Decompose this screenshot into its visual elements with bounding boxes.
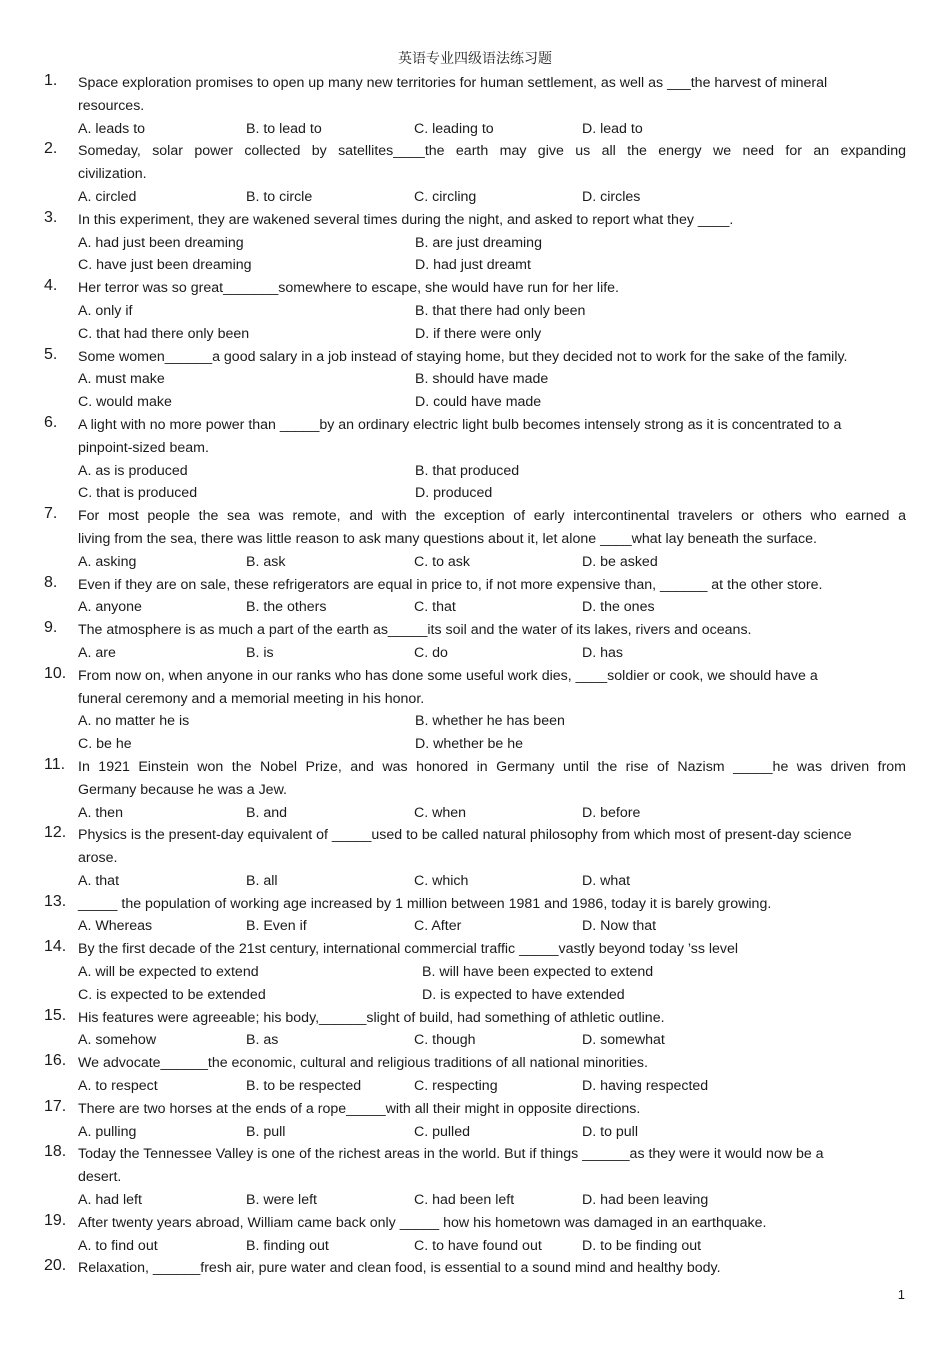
question-number: 10. xyxy=(44,664,67,682)
answer-options xyxy=(78,1029,950,1052)
question-text: In 1921 Einstein won the Nobel Prize, and was honored in Germany until the rise of Nazism _____he was driven from xyxy=(78,758,906,775)
answer-option: B. and xyxy=(246,804,288,821)
answer-option: C. respecting xyxy=(414,1078,498,1095)
answer-option: B. as xyxy=(246,1032,279,1049)
question-text: Germany because he was a Jew. xyxy=(78,781,287,798)
answer-option: B. were left xyxy=(246,1192,317,1209)
question-text: arose. xyxy=(78,850,118,867)
answer-option: D. is expected to have extended xyxy=(422,986,625,1003)
question-number: 19. xyxy=(44,1211,67,1229)
answer-options xyxy=(78,1235,950,1258)
answer-option: A. then xyxy=(78,804,123,821)
question-text: In this experiment, they are wakened several times during the night, and asked to report what they ____. xyxy=(78,211,734,228)
question-item xyxy=(0,209,950,277)
answer-option: A. only if xyxy=(78,302,133,319)
answer-option: B. to circle xyxy=(246,188,313,205)
question-text: pinpoint-sized beam. xyxy=(78,439,209,456)
answer-option: C. circling xyxy=(414,188,477,205)
question-item xyxy=(0,414,950,505)
question-number: 5. xyxy=(44,345,58,363)
question-item xyxy=(0,824,950,892)
question-item xyxy=(0,1143,950,1211)
answer-option: B. to lead to xyxy=(246,120,322,137)
question-item xyxy=(0,893,950,939)
answer-option: B. whether he has been xyxy=(415,713,565,730)
question-item xyxy=(0,619,950,665)
answer-option: C. to have found out xyxy=(414,1237,542,1254)
answer-options xyxy=(78,710,950,733)
question-item xyxy=(0,1098,950,1144)
answer-option: D. lead to xyxy=(582,120,643,137)
answer-options xyxy=(78,961,950,984)
question-text: desert. xyxy=(78,1169,122,1186)
question-number: 6. xyxy=(44,413,58,431)
answer-option: A. as is produced xyxy=(78,462,188,479)
question-text: Space exploration promises to open up many new territories for human settlement, as well as ___the harvest of mineral xyxy=(78,75,828,91)
answer-options xyxy=(78,1075,950,1098)
question-number: 16. xyxy=(44,1052,67,1070)
question-item xyxy=(0,1052,950,1098)
answer-option: D. whether be he xyxy=(415,736,524,753)
question-text: Her terror was so great_______somewhere to escape, she would have run for her life. xyxy=(78,280,619,297)
question-item xyxy=(0,938,950,1006)
question-number: 11. xyxy=(44,755,66,773)
answer-option: C. After xyxy=(414,918,462,935)
answer-option: C. when xyxy=(414,804,467,821)
answer-option: D. has xyxy=(582,644,624,661)
answer-option: C. leading to xyxy=(414,120,494,137)
answer-option: B. will have been expected to extend xyxy=(422,964,654,981)
question-text: Today the Tennessee Valley is one of the richest areas in the world. But if things ______as they were it would now be a xyxy=(78,1146,824,1163)
question-text: After twenty years abroad, William came back only _____ how his hometown was damaged in an earthquake. xyxy=(78,1214,767,1231)
question-text: funeral ceremony and a memorial meeting in his honor. xyxy=(78,690,425,707)
answer-options xyxy=(78,482,950,505)
answer-options xyxy=(78,391,950,414)
question-number: 8. xyxy=(44,573,58,591)
question-number: 7. xyxy=(44,505,58,523)
answer-option: A. that xyxy=(78,872,120,889)
question-text: A light with no more power than _____by an ordinary electric light bulb becomes intensely strong as it is concentrated to a xyxy=(78,416,842,433)
answer-option: D. to be finding out xyxy=(582,1237,702,1254)
answer-options xyxy=(78,870,950,893)
answer-option: C. pulled xyxy=(414,1123,470,1140)
answer-option: C. is expected to be extended xyxy=(78,986,266,1003)
answer-options xyxy=(78,642,950,665)
answer-option: B. ask xyxy=(246,553,286,570)
question-text: The atmosphere is as much a part of the earth as_____its soil and the water of its lakes, rivers and oceans. xyxy=(78,622,752,639)
answer-option: B. that there had only been xyxy=(415,302,586,319)
question-text: We advocate______the economic, cultural and religious traditions of all national minorities. xyxy=(78,1055,648,1072)
question-item xyxy=(0,72,950,140)
answer-option: A. are xyxy=(78,644,116,661)
answer-option: D. produced xyxy=(415,485,493,502)
question-item xyxy=(0,505,950,573)
answer-option: D. had just dreamt xyxy=(415,257,531,274)
answer-options xyxy=(78,1189,950,1212)
answer-option: B. is xyxy=(246,644,274,661)
question-text: Someday, solar power collected by satellites____the earth may give us all the energy we need for an expanding xyxy=(78,143,906,160)
question-item xyxy=(0,574,950,620)
question-number: 3. xyxy=(44,208,58,226)
answer-option: A. to find out xyxy=(78,1237,158,1254)
answer-option: C. have just been dreaming xyxy=(78,257,252,274)
answer-option: A. had just been dreaming xyxy=(78,234,244,251)
answer-option: D. Now that xyxy=(582,918,657,935)
answer-option: C. that had there only been xyxy=(78,325,250,342)
answer-option: D. having respected xyxy=(582,1078,709,1095)
answer-options xyxy=(78,186,950,209)
answer-option: D. could have made xyxy=(415,394,542,411)
answer-option: C. that is produced xyxy=(78,485,198,502)
question-item xyxy=(0,277,950,345)
answer-option: A. circled xyxy=(78,188,137,205)
answer-option: C. to ask xyxy=(414,553,470,570)
answer-option: B. Even if xyxy=(246,918,307,935)
question-text: civilization. xyxy=(78,166,147,183)
question-number: 9. xyxy=(44,619,58,637)
answer-option: B. all xyxy=(246,872,278,889)
answer-options xyxy=(78,300,950,323)
question-number: 1. xyxy=(44,72,58,89)
answer-option: D. what xyxy=(582,872,631,889)
answer-option: B. pull xyxy=(246,1123,286,1140)
answer-options xyxy=(78,323,950,346)
answer-option: A. asking xyxy=(78,553,137,570)
question-text: His features were agreeable; his body,______slight of build, had something of athletic outline. xyxy=(78,1009,665,1026)
question-item xyxy=(0,346,950,414)
question-number: 15. xyxy=(44,1006,67,1024)
question-list xyxy=(0,72,950,1280)
question-number: 4. xyxy=(44,277,58,295)
question-text: resources. xyxy=(78,97,145,114)
answer-option: B. that produced xyxy=(415,462,520,479)
answer-option: B. to be respected xyxy=(246,1078,362,1095)
answer-option: A. no matter he is xyxy=(78,713,190,730)
answer-option: A. anyone xyxy=(78,599,142,616)
answer-option: A. leads to xyxy=(78,120,146,137)
answer-options xyxy=(78,733,950,756)
answer-option: C. had been left xyxy=(414,1192,515,1209)
answer-option: B. the others xyxy=(246,599,327,616)
answer-options xyxy=(78,118,950,141)
question-item xyxy=(0,1007,950,1053)
answer-option: A. had left xyxy=(78,1192,142,1209)
question-number: 13. xyxy=(44,892,67,910)
answer-options xyxy=(78,802,950,825)
question-text: Even if they are on sale, these refrigerators are equal in price to, if not more expensive than, ______ at the other store. xyxy=(78,576,823,593)
question-number: 12. xyxy=(44,824,67,842)
answer-options xyxy=(78,1121,950,1144)
page-number: 1 xyxy=(897,1287,905,1302)
question-number: 14. xyxy=(44,938,67,956)
question-item xyxy=(0,665,950,756)
answer-option: B. should have made xyxy=(415,371,549,388)
answer-option: B. are just dreaming xyxy=(415,234,542,251)
answer-options xyxy=(78,984,950,1007)
answer-options xyxy=(78,915,950,938)
answer-options xyxy=(78,232,950,255)
question-text: Relaxation, ______fresh air, pure water and clean food, is essential to a sound mind and healthy body. xyxy=(78,1260,721,1277)
question-text: There are two horses at the ends of a rope_____with all their might in opposite directions. xyxy=(78,1100,641,1117)
answer-option: A. must make xyxy=(78,371,165,388)
answer-option: D. if there were only xyxy=(415,325,542,342)
answer-option: D. to pull xyxy=(582,1123,638,1140)
question-text: For most people the sea was remote, and with the exception of early intercontinental travelers or others who earned a xyxy=(78,508,906,525)
question-text: Some women______a good salary in a job instead of staying home, but they decided not to work for the sake of the family. xyxy=(78,348,848,365)
answer-options xyxy=(78,368,950,391)
question-text: Physics is the present-day equivalent of _____used to be called natural philosophy from which most of present-day science xyxy=(78,827,852,844)
answer-option: D. be asked xyxy=(582,553,658,570)
question-text: By the first decade of the 21st century, international commercial traffic _____vastly beyond today ’ss level xyxy=(78,941,739,958)
question-number: 17. xyxy=(44,1097,67,1115)
answer-option: A. pulling xyxy=(78,1123,137,1140)
answer-option: A. to respect xyxy=(78,1078,158,1095)
answer-option: C. that xyxy=(414,599,456,616)
question-text: From now on, when anyone in our ranks who has done some useful work dies, ____soldier or cook, we should have a xyxy=(78,667,818,684)
answer-option: A. will be expected to extend xyxy=(78,964,259,981)
answer-option: A. Whereas xyxy=(78,918,153,935)
answer-option: D. the ones xyxy=(582,599,655,616)
question-number: 2. xyxy=(44,140,58,158)
answer-option: C. which xyxy=(414,872,469,889)
answer-option: B. finding out xyxy=(246,1237,329,1254)
answer-options xyxy=(78,596,950,619)
answer-option: C. would make xyxy=(78,394,172,411)
answer-option: A. somehow xyxy=(78,1032,157,1049)
answer-option: C. be he xyxy=(78,736,132,753)
question-item xyxy=(0,1257,950,1280)
question-text: _____ the population of working age increased by 1 million between 1981 and 1986, today it is barely growing. xyxy=(78,895,772,912)
answer-options xyxy=(78,460,950,483)
question-item xyxy=(0,1212,950,1258)
answer-options xyxy=(78,254,950,277)
answer-option: C. do xyxy=(414,644,448,661)
question-number: 20. xyxy=(44,1257,67,1275)
question-item xyxy=(0,756,950,824)
question-number: 18. xyxy=(44,1143,67,1161)
answer-option: D. had been leaving xyxy=(582,1192,709,1209)
answer-option: D. somewhat xyxy=(582,1032,665,1049)
page-title: 英语专业四级语法练习题 xyxy=(398,51,552,67)
answer-options xyxy=(78,551,950,574)
question-item xyxy=(0,140,950,208)
answer-option: D. circles xyxy=(582,188,641,205)
answer-option: D. before xyxy=(582,804,641,821)
answer-option: C. though xyxy=(414,1032,476,1049)
question-text: living from the sea, there was little reason to ask many questions about it, let alone ____what lay beneath the surface. xyxy=(78,530,817,547)
